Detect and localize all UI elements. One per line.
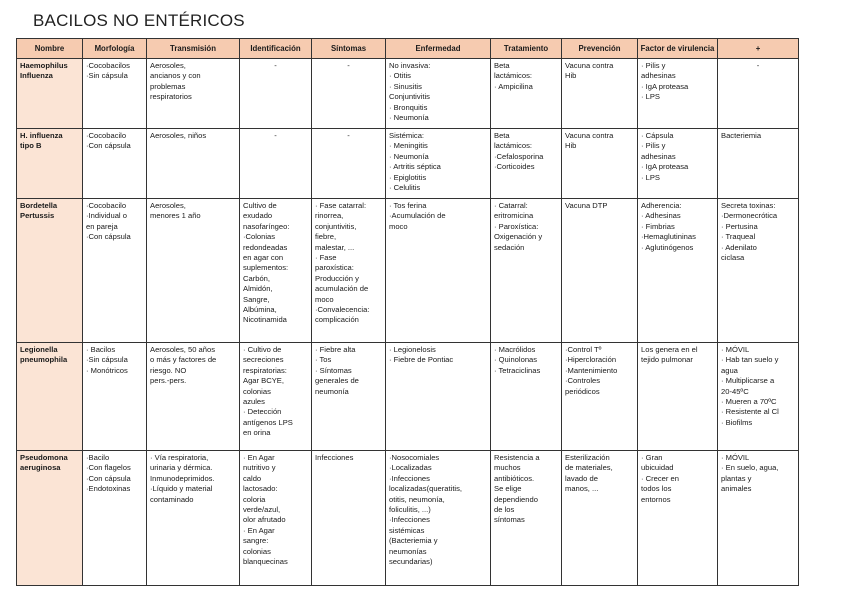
cell-virulence — [638, 129, 718, 199]
cell-prevention — [562, 129, 638, 199]
cell-line: ·Cocobacilo — [86, 201, 127, 210]
cell-line: Hib — [565, 71, 577, 81]
cell-line: ·Control Tº — [565, 345, 602, 354]
cell-line: Los genera en el — [641, 345, 698, 354]
cell-line: ·Convalecencia: — [315, 305, 370, 315]
cell-line: · MÓVIL — [721, 345, 750, 354]
cell-line: ·Con flagelos — [86, 463, 131, 473]
table-row — [17, 343, 799, 451]
cell-line: · Sinusitis — [389, 81, 422, 91]
cell-line: · Meningitis — [389, 141, 428, 151]
cell-prevention — [562, 343, 638, 451]
cell-line: colonias — [243, 386, 271, 396]
cell-symptoms — [312, 199, 386, 343]
cell-line: ·Con cápsula — [86, 232, 131, 242]
cell-line: neumonías — [389, 546, 427, 556]
cell-line: · Tos — [315, 355, 332, 365]
cell-line: Beta — [494, 61, 510, 70]
cell-line: · Artritis séptica — [389, 162, 441, 172]
cell-line: ·Cocobacilos — [86, 61, 130, 70]
cell-line: Bacteriemia — [721, 131, 762, 140]
cell-identification — [240, 199, 312, 343]
cell-line: Sistémica: — [389, 131, 425, 140]
cell-line: · Biofilms — [721, 417, 753, 427]
cell-name — [17, 343, 83, 451]
cell-treatment — [491, 129, 562, 199]
cell-line: · Fiebre de Pontiac — [389, 355, 454, 365]
column-header-extra: + — [718, 39, 799, 59]
cell-line: Aerosoles, 50 años — [150, 345, 216, 354]
cell-disease — [386, 129, 491, 199]
cell-line: ·Mantenimiento — [565, 365, 618, 375]
cell-line: (Bacteriemia y — [389, 536, 438, 546]
cell-line: otitis, neumonía, — [389, 494, 445, 504]
cell-line: redondeadas — [243, 242, 288, 252]
cell-line: · Pertusina — [721, 221, 758, 231]
cell-line: ·Endotoxinas — [86, 484, 131, 494]
cell-line: eritromicina — [494, 211, 534, 221]
cell-line: caldo — [243, 473, 262, 483]
header-row — [17, 39, 799, 59]
cell-line: · Quinolonas — [494, 355, 538, 365]
cell-line: · Hab tan suelo y — [721, 355, 779, 365]
cell-line: lactosado: — [243, 484, 278, 494]
column-header-prevention: Prevención — [562, 39, 638, 59]
cell-line: · Aglutinógenos — [641, 242, 694, 252]
cell-line: ·Cocobacilo — [86, 131, 127, 140]
cell-line: · Macrólidos — [494, 345, 536, 354]
column-header-identification: Identificación — [240, 39, 312, 59]
page-title: BACILOS NO ENTÉRICOS — [33, 11, 245, 30]
cell-line: azules — [243, 397, 265, 407]
cell-line: nutritivo y — [243, 463, 276, 473]
column-header-treatment: Tratamiento — [491, 39, 562, 59]
cell-line: · En suelo, agua, — [721, 463, 779, 473]
cell-line: · Celulitis — [389, 183, 421, 193]
cell-line: · MÓVIL — [721, 453, 750, 462]
cell-line: sistémicas — [389, 525, 425, 535]
cell-morphology — [83, 59, 147, 129]
cell-disease — [386, 199, 491, 343]
cell-line: de los — [494, 505, 515, 515]
cell-line: · Multiplicarse a — [721, 376, 775, 386]
cell-line: Bordetella — [20, 201, 58, 210]
cell-line: ·Sin cápsula — [86, 355, 128, 365]
cell-symptoms — [312, 451, 386, 586]
cell-morphology — [83, 451, 147, 586]
cell-line: neumonía — [315, 386, 349, 396]
cell-morphology — [83, 129, 147, 199]
cell-line: Secreta toxinas: — [721, 201, 776, 210]
cell-line: · Bronquitis — [389, 102, 428, 112]
cell-disease — [386, 451, 491, 586]
cell-treatment — [491, 199, 562, 343]
cell-line: Legionella — [20, 345, 58, 354]
cell-line: · IgA proteasa — [641, 81, 689, 91]
cell-line: · Epiglotitis — [389, 172, 427, 182]
cell-identification — [240, 343, 312, 451]
cell-virulence — [638, 59, 718, 129]
cell-line: en orina — [243, 428, 271, 438]
cell-line: · Vía respiratoria, — [150, 453, 209, 462]
cell-identification — [240, 59, 312, 129]
cell-line: · Monótricos — [86, 365, 128, 375]
bacilli-table — [16, 38, 799, 586]
cell-line: dependiendo — [494, 494, 538, 504]
cell-line: periódicos — [565, 386, 600, 396]
cell-line: urinaria y dérmica. — [150, 463, 213, 473]
cell-line: ·Acumulación de — [389, 211, 446, 221]
cell-transmission — [147, 129, 240, 199]
table-row — [17, 199, 799, 343]
cell-line: Pseudomona — [20, 453, 68, 462]
table-row — [17, 451, 799, 586]
cell-line: Aerosoles, niños — [150, 131, 207, 140]
cell-line: ancianos y con — [150, 71, 201, 81]
cell-line: ·Hipercloración — [565, 355, 617, 365]
cell-line: · Pilis y — [641, 141, 666, 151]
cell-line: generales de — [315, 376, 359, 386]
cell-line: · Adhesinas — [641, 211, 681, 221]
cell-line: sedación — [494, 242, 525, 252]
cell-line: Sangre, — [243, 294, 270, 304]
cell-line: ·Cefalosporina — [494, 151, 544, 161]
cell-line: · Fase — [315, 253, 337, 263]
cell-virulence — [638, 199, 718, 343]
cell-disease — [386, 343, 491, 451]
cell-line: respiratorios — [150, 92, 192, 102]
cell-line: adhesinas — [641, 151, 676, 161]
cell-line: · Adenilato — [721, 242, 757, 252]
cell-line: ·Individual o — [86, 211, 127, 221]
cell-transmission — [147, 451, 240, 586]
cell-line: · Tetraciclinas — [494, 365, 541, 375]
cell-line: fiebre, — [315, 232, 337, 242]
cell-line: · Neumonía — [389, 113, 429, 123]
cell-line: · Gran — [641, 453, 663, 462]
cell-line: riesgo. NO — [150, 365, 187, 375]
cell-line: Infecciones — [315, 453, 354, 462]
cell-line: moco — [315, 294, 334, 304]
cell-line: Haemophilus — [20, 61, 68, 70]
table-body — [17, 59, 799, 586]
cell-line: verde/azul, — [243, 505, 281, 515]
cell-line: antibióticos. — [494, 473, 535, 483]
cell-extra — [718, 451, 799, 586]
cell-line: agua — [721, 365, 738, 375]
cell-line: adhesinas — [641, 71, 676, 81]
cell-line: coloria — [243, 494, 266, 504]
cell-line: nasofaríngeo: — [243, 221, 290, 231]
cell-line: · Fase catarral: — [315, 201, 367, 210]
cell-line: ·Colonias — [243, 232, 276, 242]
cell-virulence — [638, 343, 718, 451]
cell-transmission — [147, 59, 240, 129]
cell-line: síntomas — [494, 515, 525, 525]
cell-line: manos, ... — [565, 484, 599, 494]
cell-line: Nicotinamida — [243, 315, 287, 325]
cell-line: · Crecer en — [641, 473, 679, 483]
cell-line: animales — [721, 484, 752, 494]
cell-line: foliculitis, ...) — [389, 505, 431, 515]
cell-line: tejido pulmonar — [641, 355, 693, 365]
cell-line: conjuntivitis, — [315, 221, 357, 231]
cell-line: · Síntomas — [315, 365, 352, 375]
cell-line: Albúmina, — [243, 305, 277, 315]
cell-symptoms — [312, 59, 386, 129]
cell-line: suplementos: — [243, 263, 289, 273]
cell-prevention — [562, 451, 638, 586]
cell-line: Carbón, — [243, 273, 271, 283]
cell-treatment — [491, 343, 562, 451]
cell-line: Oxigenación y — [494, 232, 543, 242]
cell-line: ubicuidad — [641, 463, 674, 473]
cell-line: rinorrea, — [315, 211, 344, 221]
cell-line: en pareja — [86, 221, 118, 231]
cell-line: · Fiebre alta — [315, 345, 356, 354]
cell-line: secreciones — [243, 355, 284, 365]
cell-line: de materiales, — [565, 463, 613, 473]
cell-line: Se elige — [494, 484, 522, 494]
cell-line: - — [274, 131, 277, 140]
cell-identification — [240, 451, 312, 586]
cell-line: Conjuntivitis — [389, 92, 430, 102]
cell-line: - — [274, 61, 277, 70]
cell-extra — [718, 129, 799, 199]
cell-line: ·Corticoides — [494, 162, 535, 172]
cell-line: lactámicos: — [494, 141, 532, 151]
cell-name — [17, 451, 83, 586]
column-header-disease: Enfermedad — [386, 39, 491, 59]
column-header-name: Nombre — [17, 39, 83, 59]
cell-line: Beta — [494, 131, 510, 140]
cell-line: Producción y — [315, 273, 359, 283]
cell-line: ciclasa — [721, 253, 745, 263]
cell-line: · IgA proteasa — [641, 162, 689, 172]
cell-line: Aerosoles, — [150, 61, 186, 70]
cell-line: entornos — [641, 494, 671, 504]
cell-line: Resistencia a — [494, 453, 540, 462]
cell-line: · Resistente al Cl — [721, 407, 779, 417]
cell-line: moco — [389, 221, 408, 231]
cell-line: lactámicos: — [494, 71, 532, 81]
table-row — [17, 129, 799, 199]
cell-line: ·Infecciones — [389, 473, 430, 483]
column-header-morphology: Morfología — [83, 39, 147, 59]
cell-line: localizadas(queratitis, — [389, 484, 463, 494]
cell-line: Influenza — [20, 71, 53, 81]
cell-line: tipo B — [20, 141, 42, 151]
cell-line: plantas y — [721, 473, 752, 483]
cell-line: · Neumonía — [389, 151, 429, 161]
column-header-virulence: Factor de virulencia — [638, 39, 718, 59]
cell-line: · Fimbrias — [641, 221, 675, 231]
cell-prevention — [562, 59, 638, 129]
cell-treatment — [491, 59, 562, 129]
cell-line: secundarias) — [389, 557, 433, 567]
cell-line: sangre: — [243, 536, 269, 546]
cell-line: Esterilización — [565, 453, 610, 462]
cell-line: · Pilis y — [641, 61, 666, 70]
cell-line: lavado de — [565, 473, 598, 483]
cell-extra — [718, 199, 799, 343]
cell-line: contaminado — [150, 494, 194, 504]
cell-line: colonias — [243, 546, 271, 556]
cell-line: Agar BCYE, — [243, 376, 284, 386]
cell-transmission — [147, 199, 240, 343]
cell-line: exudado — [243, 211, 273, 221]
cell-line: 20-45ºC — [721, 386, 749, 396]
cell-line: pneumophila — [20, 355, 68, 365]
column-header-symptoms: Síntomas — [312, 39, 386, 59]
cell-line: · Bacilos — [86, 345, 116, 354]
cell-line: ·Infecciones — [389, 515, 430, 525]
cell-line: · Detección — [243, 407, 282, 417]
cell-line: - — [347, 131, 350, 140]
cell-line: Vacuna contra — [565, 131, 614, 140]
cell-line: · LPS — [641, 92, 660, 102]
cell-symptoms — [312, 343, 386, 451]
cell-line: todos los — [641, 484, 672, 494]
cell-line: ·Dermonecrótica — [721, 211, 778, 221]
cell-disease — [386, 59, 491, 129]
cell-line: No invasiva: — [389, 61, 431, 70]
cell-transmission — [147, 343, 240, 451]
cell-line: pers.-pers. — [150, 376, 187, 386]
cell-line: acumulación de — [315, 284, 369, 294]
table-row — [17, 59, 799, 129]
cell-prevention — [562, 199, 638, 343]
cell-line: · Mueren a 70ºC — [721, 397, 777, 407]
cell-line: ·Hemaglutininas — [641, 232, 696, 242]
cell-line: · Legionelosis — [389, 345, 436, 354]
cell-line: Adherencia: — [641, 201, 682, 210]
cell-line: · En Agar — [243, 525, 275, 535]
cell-line: blanquecinas — [243, 557, 288, 567]
cell-line: aeruginosa — [20, 463, 61, 473]
cell-line: Vacuna contra — [565, 61, 614, 70]
cell-line: ·Con cápsula — [86, 141, 131, 151]
cell-line: paroxística: — [315, 263, 354, 273]
cell-line: o más y factores de — [150, 355, 217, 365]
cell-virulence — [638, 451, 718, 586]
cell-line: problemas — [150, 81, 186, 91]
cell-line: complicación — [315, 315, 359, 325]
cell-line: muchos — [494, 463, 521, 473]
cell-line: malestar, ... — [315, 242, 355, 252]
cell-line: · Cultivo de — [243, 345, 282, 354]
cell-extra — [718, 59, 799, 129]
cell-line: Cultivo de — [243, 201, 277, 210]
cell-line: respiratorias: — [243, 365, 287, 375]
cell-line: ·Con cápsula — [86, 473, 131, 483]
cell-treatment — [491, 451, 562, 586]
cell-morphology — [83, 343, 147, 451]
cell-line: ·Controles — [565, 376, 601, 386]
cell-name — [17, 199, 83, 343]
cell-line: · Tos ferina — [389, 201, 427, 210]
cell-line: ·Líquido y material — [150, 484, 213, 494]
column-header-transmission: Transmisión — [147, 39, 240, 59]
cell-line: - — [347, 61, 350, 70]
cell-line: · Otitis — [389, 71, 411, 81]
cell-line: olor afrutado — [243, 515, 286, 525]
cell-extra — [718, 343, 799, 451]
cell-line: ·Nosocomiales — [389, 453, 440, 462]
cell-line: Pertussis — [20, 211, 55, 221]
cell-line: ·Localizadas — [389, 463, 432, 473]
cell-line: menores 1 año — [150, 211, 201, 221]
cell-line: - — [756, 61, 760, 70]
cell-line: · LPS — [641, 172, 660, 182]
cell-name — [17, 59, 83, 129]
cell-line: · Traqueal — [721, 232, 756, 242]
cell-line: · En Agar — [243, 453, 275, 462]
cell-morphology — [83, 199, 147, 343]
cell-identification — [240, 129, 312, 199]
cell-line: · Ampicilina — [494, 81, 533, 91]
cell-line: · Catarral: — [494, 201, 528, 210]
cell-line: ·Sin cápsula — [86, 71, 128, 81]
cell-line: Aerosoles, — [150, 201, 186, 210]
cell-line: H. influenza — [20, 131, 63, 140]
cell-line: Inmunodeprimidos. — [150, 473, 215, 483]
cell-line: Almidón, — [243, 284, 273, 294]
cell-line: ·Bacilo — [86, 453, 110, 462]
cell-line: · Paroxística: — [494, 221, 539, 231]
cell-line: Hib — [565, 141, 577, 151]
cell-line: Vacuna DTP — [565, 201, 608, 210]
cell-line: · Cápsula — [641, 131, 674, 140]
cell-symptoms — [312, 129, 386, 199]
cell-name — [17, 129, 83, 199]
cell-line: en agar con — [243, 253, 284, 263]
cell-line: antígenos LPS — [243, 417, 293, 427]
